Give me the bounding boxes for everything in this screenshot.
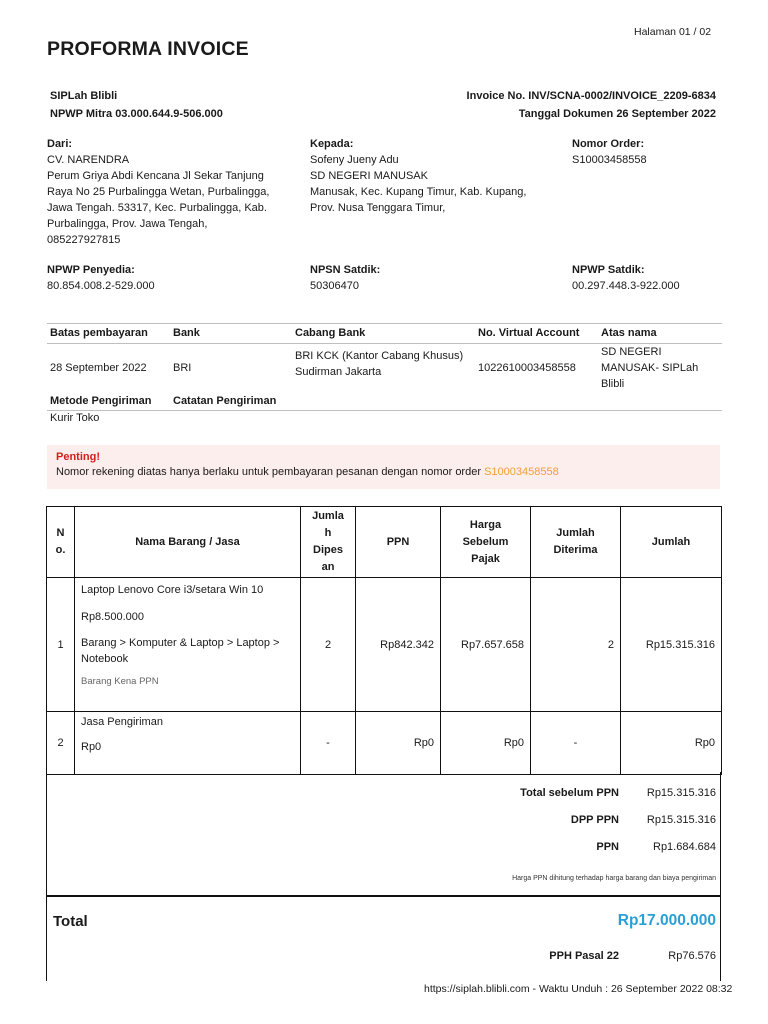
header-text: Pajak [471, 552, 500, 565]
seller-npwp: NPWP Mitra 03.000.644.9-506.000 [50, 108, 223, 120]
col-header-harga [441, 507, 531, 578]
row-qty: - [301, 712, 356, 775]
npwp-satdik-block [572, 262, 680, 294]
row-item [75, 712, 301, 775]
footer-download-info: https://siplah.blibli.com - Waktu Unduh : 26 September 2022 08:32 [424, 983, 733, 995]
row-qty: 2 [301, 578, 356, 712]
table-header-row [47, 507, 722, 578]
table-row [47, 578, 722, 712]
atas-nama-line: SD NEGERI [601, 346, 662, 358]
cabang-line: Sudirman Jakarta [295, 366, 382, 378]
npwp-penyedia-value: 80.854.008.2-529.000 [47, 280, 155, 292]
bank-value: BRI [173, 362, 192, 374]
npsn-value: 50306470 [310, 280, 359, 292]
row-diterima: 2 [531, 578, 621, 712]
catatan-label: Catatan Pengiriman [173, 395, 277, 407]
recipient-block [310, 136, 565, 216]
va-header: No. Virtual Account [478, 327, 580, 339]
header-text: Jumlah [556, 527, 595, 539]
batas-value: 28 September 2022 [50, 362, 147, 374]
table-row [47, 712, 722, 775]
divider [47, 410, 722, 411]
recipient-line: SD NEGERI MANUSAK [310, 170, 428, 182]
sender-address-line: Purbalingga, Prov. Jawa Tengah, [47, 218, 208, 230]
row-jumlah: Rp15.315.316 [621, 578, 722, 712]
header-text: Harga [469, 518, 502, 531]
sender-address-line: Jawa Tengah. 53317, Kec. Purbalingga, Kab. [47, 202, 267, 214]
notice-message: Nomor rekening diatas hanya berlaku untuk pembayaran pesanan dengan nomor order [56, 466, 485, 478]
npwp-satdik-value: 00.297.448.3-922.000 [572, 280, 680, 292]
totals-box [46, 772, 721, 896]
npsn-label: NPSN Satdik: [310, 264, 381, 276]
header-text: o. [55, 544, 66, 556]
item-price: Rp8.500.000 [81, 611, 144, 623]
invoice-date: Tanggal Dokumen 26 September 2022 [518, 108, 716, 120]
notice-title: Penting! [56, 451, 100, 463]
sender-address-line: Perum Griya Abdi Kencana Jl Sekar Tanjung [47, 170, 264, 182]
va-value: 1022610003458558 [478, 362, 576, 374]
pph-value: Rp76.576 [668, 950, 716, 962]
item-name: Laptop Lenovo Core i3/setara Win 10 [81, 584, 264, 596]
header-text: Diterima [553, 544, 598, 556]
ppn-value: Rp1.684.684 [653, 841, 716, 853]
total-value: Rp17.000.000 [617, 912, 716, 929]
recipient-line: Prov. Nusa Tenggara Timur, [310, 202, 446, 214]
npwp-satdik-label: NPWP Satdik: [572, 264, 645, 276]
cabang-header: Cabang Bank [295, 327, 366, 339]
row-jumlah: Rp0 [621, 712, 722, 775]
col-header-ppn: PPN [356, 507, 441, 578]
notice-text [56, 466, 559, 478]
recipient-line: Sofeny Jueny Adu [310, 154, 399, 166]
row-harga: Rp0 [441, 712, 531, 775]
bank-header: Bank [173, 327, 200, 339]
important-notice [47, 445, 720, 489]
item-price: Rp0 [81, 741, 102, 753]
header-text: Jumla [312, 510, 344, 522]
npwp-penyedia-label: NPWP Penyedia: [47, 264, 135, 276]
category-line: Notebook [81, 653, 129, 665]
header-text: N [56, 527, 65, 539]
subtotal-value: Rp15.315.316 [646, 787, 716, 799]
ppn-note: Harga PPN dihitung terhadap harga barang dan biaya pengiriman [512, 875, 716, 882]
item-name: Jasa Pengiriman [81, 716, 163, 728]
grand-total-box [46, 896, 721, 981]
col-header-no [47, 507, 75, 578]
item-tax-note: Barang Kena PPN [81, 676, 159, 687]
metode-label: Metode Pengiriman [50, 395, 152, 407]
npsn-block [310, 262, 380, 294]
col-header-jumlah-dipesan [301, 507, 356, 578]
header-text: Dipes [313, 544, 343, 556]
row-ppn: Rp0 [356, 712, 441, 775]
total-label: Total [53, 913, 88, 930]
atas-nama-header: Atas nama [601, 327, 657, 339]
order-block [572, 136, 647, 168]
cabang-line: BRI KCK (Kantor Cabang Khusus) [295, 350, 464, 362]
batas-header: Batas pembayaran [50, 327, 148, 339]
sender-phone: 085227927815 [47, 234, 121, 246]
row-item [75, 578, 301, 712]
seller-name: SIPLah Blibli [50, 90, 118, 102]
col-header-diterima [531, 507, 621, 578]
sender-address-line: Raya No 25 Purbalingga Wetan, Purbalingga, [47, 186, 270, 198]
header-text: an [321, 561, 335, 573]
pph-label: PPH Pasal 22 [549, 950, 619, 962]
npwp-penyedia-block [47, 262, 155, 294]
header-text: h [324, 527, 332, 539]
row-ppn: Rp842.342 [356, 578, 441, 712]
sender-name: CV. NARENDRA [47, 154, 130, 166]
invoice-number: Invoice No. INV/SCNA-0002/INVOICE_2209-6834 [466, 90, 716, 102]
dpp-label: DPP PPN [570, 814, 619, 826]
item-category [81, 635, 294, 667]
sender-block [47, 136, 297, 248]
recipient-line: Manusak, Kec. Kupang Timur, Kab. Kupang, [310, 186, 527, 198]
atas-nama-line: MANUSAK- SIPLah [601, 362, 699, 374]
dpp-value: Rp15.315.316 [646, 814, 716, 826]
notice-order-number: S10003458558 [484, 466, 559, 478]
atas-nama-line: Blibli [601, 378, 625, 390]
items-table [46, 506, 722, 775]
subtotal-label: Total sebelum PPN [520, 787, 619, 799]
order-label: Nomor Order: [572, 138, 645, 150]
divider [47, 323, 722, 324]
cabang-value [295, 348, 463, 380]
header-text: Sebelum [462, 535, 509, 548]
row-no: 2 [47, 712, 75, 775]
ppn-label: PPN [596, 841, 619, 853]
recipient-label: Kepada: [310, 138, 354, 150]
atas-nama-value [601, 344, 698, 392]
metode-value: Kurir Toko [50, 412, 100, 424]
order-number: S10003458558 [572, 154, 647, 166]
page-title: PROFORMA INVOICE [47, 38, 249, 60]
sender-label: Dari: [47, 138, 73, 150]
row-no: 1 [47, 578, 75, 712]
page-number: Halaman 01 / 02 [634, 26, 712, 38]
row-harga: Rp7.657.658 [441, 578, 531, 712]
row-diterima: - [531, 712, 621, 775]
col-header-nama: Nama Barang / Jasa [75, 507, 301, 578]
category-line: Barang > Komputer & Laptop > Laptop > [81, 637, 280, 649]
col-header-jumlah: Jumlah [621, 507, 722, 578]
